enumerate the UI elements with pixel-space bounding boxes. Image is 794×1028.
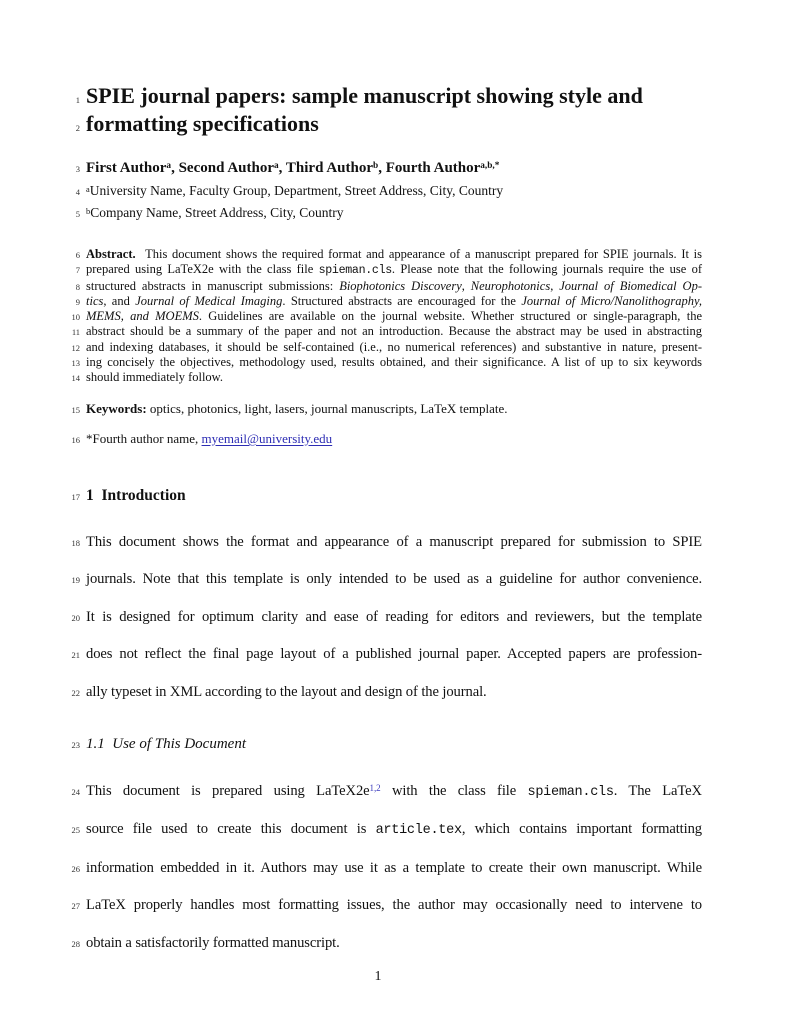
- line-text: [86, 340, 702, 355]
- line-text: [86, 262, 702, 278]
- line-text: [86, 181, 702, 203]
- text-segment: prepared using LaTeX2e with the class file: [86, 262, 319, 277]
- doc-line: [54, 340, 702, 355]
- line-number: 6: [75, 250, 80, 260]
- text-segment: Neurophotonics: [470, 278, 551, 293]
- text-segment: MEMS, and MOEMS: [86, 309, 199, 324]
- line-text: [86, 811, 702, 850]
- line-text: [86, 773, 702, 812]
- text-segment: . The LaTeX: [613, 782, 702, 799]
- line-text: [86, 355, 702, 370]
- text-segment: It is designed for optimum clarity and ease of reading for editors and reviewers, but the template: [86, 608, 702, 625]
- line-number: 9: [75, 296, 80, 307]
- email-link[interactable]: myemail@university.edu: [201, 430, 333, 446]
- doc-line: [54, 110, 702, 138]
- text-segment: source file used to create this document is: [86, 821, 376, 838]
- line-text: [86, 599, 702, 637]
- paper-title: [54, 82, 702, 138]
- doc-line: [54, 247, 702, 262]
- text-segment: abstract should be a summary of the paper and not an introduction. Because the abstract may be used in abstracting: [86, 324, 702, 339]
- doc-line: [54, 370, 702, 385]
- line-text: [86, 309, 702, 324]
- doc-line: [54, 203, 702, 225]
- text-segment: information embedded in it. Authors may use it as a template to create their own manuscript. While: [86, 859, 702, 876]
- abstract-block: [54, 247, 702, 386]
- text-segment: , Fourth Author: [378, 160, 481, 176]
- keywords-line: [54, 400, 702, 418]
- doc-line: [54, 355, 702, 370]
- text-segment: journals. Note that this template is only intended to be used as a guideline for author convenience.: [86, 571, 702, 588]
- text-segment: LaTeX properly handles most formatting issues, the author may occasionally need to intervene to: [86, 897, 702, 914]
- line-number: 14: [71, 373, 80, 384]
- line-number: 4: [75, 187, 80, 197]
- line-number: 16: [71, 434, 80, 445]
- line-text: [86, 925, 702, 963]
- subsection-heading-use-of-this-document: [54, 734, 702, 754]
- use-of-document-paragraph: [54, 773, 702, 963]
- text-segment: Company Name, Street Address, City, Country: [90, 205, 344, 220]
- text-segment: optics, photonics, light, lasers, journal manuscripts, LaTeX template.: [146, 400, 508, 416]
- line-text: [86, 850, 702, 888]
- text-segment: , Third Author: [278, 160, 374, 176]
- page-number: 1: [374, 968, 382, 984]
- text-segment: This document is prepared using LaTeX2e: [86, 782, 370, 799]
- line-number: 11: [71, 327, 80, 338]
- line-number: 12: [71, 342, 80, 353]
- text-segment: ing concisely the objectives, methodology used, results obtained, and their significance. A list of up to six keywords: [86, 355, 702, 370]
- text-segment: and indexing databases, it should be self-contained (i.e., no numerical references) and substantive in nature, present-: [86, 339, 702, 354]
- text-segment: SPIE journal papers: sample manuscript showing style and: [86, 83, 643, 108]
- line-text: [86, 279, 702, 294]
- doc-line: [54, 734, 702, 754]
- line-number: 28: [71, 939, 80, 950]
- line-number: 17: [71, 491, 80, 502]
- line-number: 1: [75, 95, 80, 105]
- doc-line: [54, 158, 702, 181]
- text-segment: ,: [461, 278, 471, 293]
- text-segment: Keywords:: [86, 400, 147, 416]
- text-segment: Journal of Micro/Nanolithography,: [521, 293, 702, 308]
- doc-line: [54, 811, 702, 850]
- text-segment: First Author: [86, 160, 167, 176]
- doc-line: [54, 82, 702, 110]
- text-segment: ,: [550, 278, 560, 293]
- doc-line: [54, 324, 702, 339]
- line-number: 27: [71, 901, 80, 912]
- doc-line: [54, 524, 702, 562]
- doc-line: [54, 294, 702, 309]
- text-segment: spieman.cls: [318, 264, 392, 278]
- line-number: 5: [75, 209, 80, 219]
- text-segment: tics: [86, 293, 104, 308]
- line-number: 19: [71, 575, 80, 586]
- text-segment: Journal of Medical Imaging: [135, 293, 283, 308]
- line-text: [86, 324, 702, 339]
- line-text: [86, 887, 702, 925]
- line-number: 24: [71, 786, 80, 797]
- text-segment: *Fourth author name,: [86, 430, 202, 446]
- text-segment: a,b,*: [480, 161, 500, 172]
- doc-line: [54, 561, 702, 599]
- line-text: [86, 203, 702, 225]
- text-segment: a: [166, 161, 172, 172]
- text-segment: does not reflect the final page layout of a published journal paper. Accepted papers are profession-: [86, 646, 702, 663]
- doc-line: [54, 674, 702, 712]
- citation-link[interactable]: 1,2: [369, 782, 381, 793]
- text-segment: formatting specifications: [86, 111, 319, 136]
- line-text: [86, 247, 702, 262]
- affiliation-list: [54, 181, 702, 225]
- line-number: 25: [71, 825, 80, 836]
- text-segment: spieman.cls: [527, 784, 614, 800]
- text-segment: This document shows the format and appearance of a manuscript prepared for submission to SPIE: [86, 533, 702, 550]
- doc-line: [54, 486, 702, 506]
- text-segment: , which contains important formatting: [461, 821, 702, 838]
- line-text: [86, 430, 702, 448]
- section-heading-introduction: [54, 486, 702, 506]
- text-segment: . Guidelines are available on the journal website. Whether structured or single-paragraph, the: [198, 309, 702, 324]
- author-footnote: [54, 430, 702, 448]
- text-segment: 1 Introduction: [86, 486, 186, 504]
- text-segment: structured abstracts in manuscript submissions:: [86, 278, 340, 293]
- text-segment: 1.1 Use of This Document: [86, 735, 246, 752]
- line-text: [86, 636, 702, 674]
- line-text: [86, 524, 702, 562]
- line-text: [86, 734, 702, 754]
- line-text: [86, 110, 702, 138]
- text-segment: Abstract.: [86, 247, 136, 261]
- line-number: 10: [71, 312, 80, 323]
- line-number: 18: [71, 537, 80, 548]
- line-number: 7: [75, 265, 80, 276]
- text-segment: a: [86, 184, 90, 194]
- text-segment: obtain a satisfactorily formatted manuscript.: [86, 935, 340, 952]
- line-number: 13: [71, 358, 80, 369]
- text-segment: , Second Author: [171, 160, 275, 176]
- text-segment: a: [274, 161, 279, 172]
- line-number: 21: [71, 650, 80, 661]
- line-text: [86, 82, 702, 110]
- line-number: 20: [71, 612, 80, 623]
- text-segment: b: [373, 161, 379, 172]
- doc-line: [54, 636, 702, 674]
- doc-line: [54, 887, 702, 925]
- text-segment: . Structured abstracts are encouraged for the: [282, 293, 522, 308]
- doc-line: [54, 400, 702, 418]
- line-number: 22: [71, 688, 80, 699]
- line-text: [86, 486, 702, 506]
- doc-line: [54, 925, 702, 963]
- line-text: [86, 370, 702, 385]
- line-text: [86, 294, 702, 309]
- doc-line: [54, 279, 702, 294]
- text-segment: Biophotonics Discovery: [339, 278, 462, 293]
- line-text: [86, 400, 702, 418]
- line-number: 8: [75, 281, 80, 292]
- doc-line: [54, 773, 702, 812]
- text-segment: . Please note that the following journals require the use of: [391, 262, 702, 277]
- introduction-paragraph: [54, 524, 702, 712]
- line-text: [86, 674, 702, 712]
- text-segment: ally typeset in XML according to the layout and design of the journal.: [86, 684, 487, 701]
- line-number: 2: [75, 123, 80, 133]
- doc-line: [54, 181, 702, 203]
- author-list: [54, 158, 702, 181]
- doc-line: [54, 309, 702, 324]
- text-segment: , and: [103, 293, 136, 308]
- doc-line: [54, 599, 702, 637]
- text-segment: with the class file: [380, 782, 528, 799]
- doc-line: [54, 430, 702, 448]
- line-number: 3: [75, 164, 80, 174]
- line-text: [86, 158, 702, 181]
- line-number: 15: [71, 404, 80, 415]
- line-number: 26: [71, 863, 80, 874]
- text-segment: Journal of Biomedical Op-: [559, 278, 702, 293]
- text-segment: This document shows the required format and appearance of a manuscript prepared for SPIE journals. It is: [140, 247, 702, 261]
- line-number: 23: [71, 739, 80, 750]
- doc-line: [54, 262, 702, 278]
- text-segment: b: [86, 206, 91, 216]
- text-segment: should immediately follow.: [86, 370, 224, 385]
- text-segment: University Name, Faculty Group, Department, Street Address, City, Country: [89, 183, 504, 198]
- line-text: [86, 561, 702, 599]
- text-segment: article.tex: [375, 823, 462, 839]
- doc-line: [54, 850, 702, 888]
